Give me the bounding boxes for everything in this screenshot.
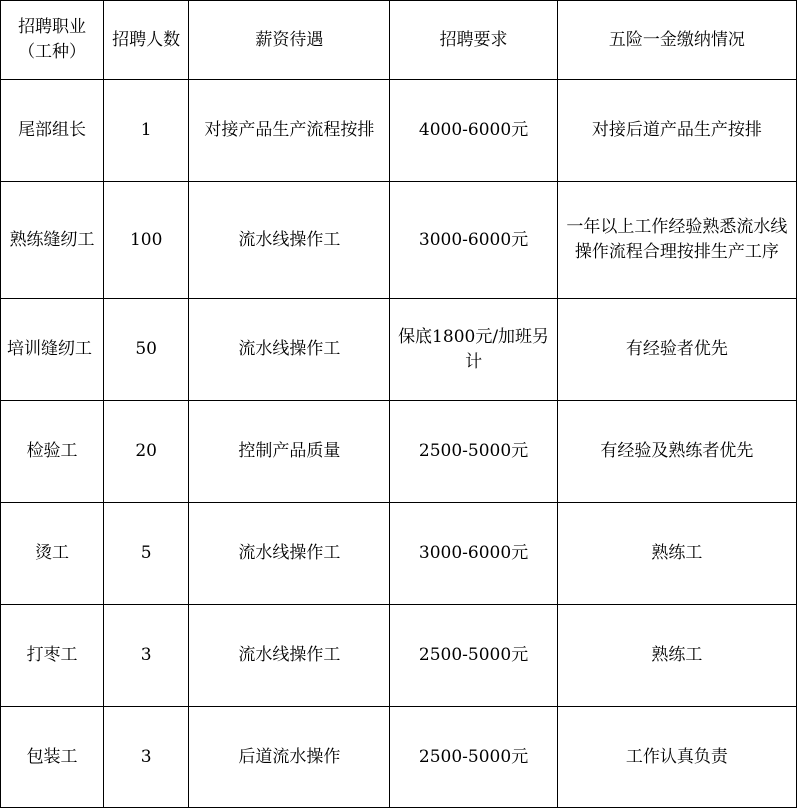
cell-insurance: 熟练工 xyxy=(557,503,796,605)
cell-job: 烫工 xyxy=(1,503,104,605)
header-salary: 薪资待遇 xyxy=(189,1,390,80)
cell-count: 5 xyxy=(104,503,189,605)
table-header xyxy=(1,1,797,80)
table-row xyxy=(1,503,797,605)
cell-salary: 对接产品生产流程按排 xyxy=(189,80,390,182)
cell-salary: 后道流水操作 xyxy=(189,707,390,808)
cell-salary: 流水线操作工 xyxy=(189,299,390,401)
cell-requirement: 4000-6000元 xyxy=(390,80,557,182)
cell-requirement: 3000-6000元 xyxy=(390,182,557,299)
table-row xyxy=(1,80,797,182)
cell-count: 100 xyxy=(104,182,189,299)
cell-requirement: 2500-5000元 xyxy=(390,707,557,808)
header-insurance: 五险一金缴纳情况 xyxy=(557,1,796,80)
cell-salary: 流水线操作工 xyxy=(189,182,390,299)
cell-requirement: 保底1800元/加班另计 xyxy=(390,299,557,401)
table-row xyxy=(1,707,797,808)
cell-insurance: 工作认真负责 xyxy=(557,707,796,808)
cell-job: 包装工 xyxy=(1,707,104,808)
header-row xyxy=(1,1,797,80)
cell-salary: 流水线操作工 xyxy=(189,503,390,605)
cell-insurance: 有经验及熟练者优先 xyxy=(557,401,796,503)
table-row xyxy=(1,401,797,503)
cell-job: 培训缝纫工 xyxy=(1,299,104,401)
cell-count: 20 xyxy=(104,401,189,503)
cell-requirement: 2500-5000元 xyxy=(390,401,557,503)
cell-insurance: 对接后道产品生产按排 xyxy=(557,80,796,182)
table-row xyxy=(1,182,797,299)
table-row xyxy=(1,299,797,401)
cell-count: 1 xyxy=(104,80,189,182)
cell-job: 熟练缝纫工 xyxy=(1,182,104,299)
cell-job: 打枣工 xyxy=(1,605,104,707)
cell-count: 50 xyxy=(104,299,189,401)
cell-count: 3 xyxy=(104,707,189,808)
table-row xyxy=(1,605,797,707)
cell-requirement: 2500-5000元 xyxy=(390,605,557,707)
cell-job: 尾部组长 xyxy=(1,80,104,182)
cell-insurance: 熟练工 xyxy=(557,605,796,707)
cell-insurance: 一年以上工作经验熟悉流水线操作流程合理按排生产工序 xyxy=(557,182,796,299)
cell-requirement: 3000-6000元 xyxy=(390,503,557,605)
cell-salary: 流水线操作工 xyxy=(189,605,390,707)
table-body xyxy=(1,80,797,808)
cell-salary: 控制产品质量 xyxy=(189,401,390,503)
header-job: 招聘职业（工种） xyxy=(1,1,104,80)
cell-insurance: 有经验者优先 xyxy=(557,299,796,401)
header-count: 招聘人数 xyxy=(104,1,189,80)
header-requirement: 招聘要求 xyxy=(390,1,557,80)
cell-count: 3 xyxy=(104,605,189,707)
cell-job: 检验工 xyxy=(1,401,104,503)
